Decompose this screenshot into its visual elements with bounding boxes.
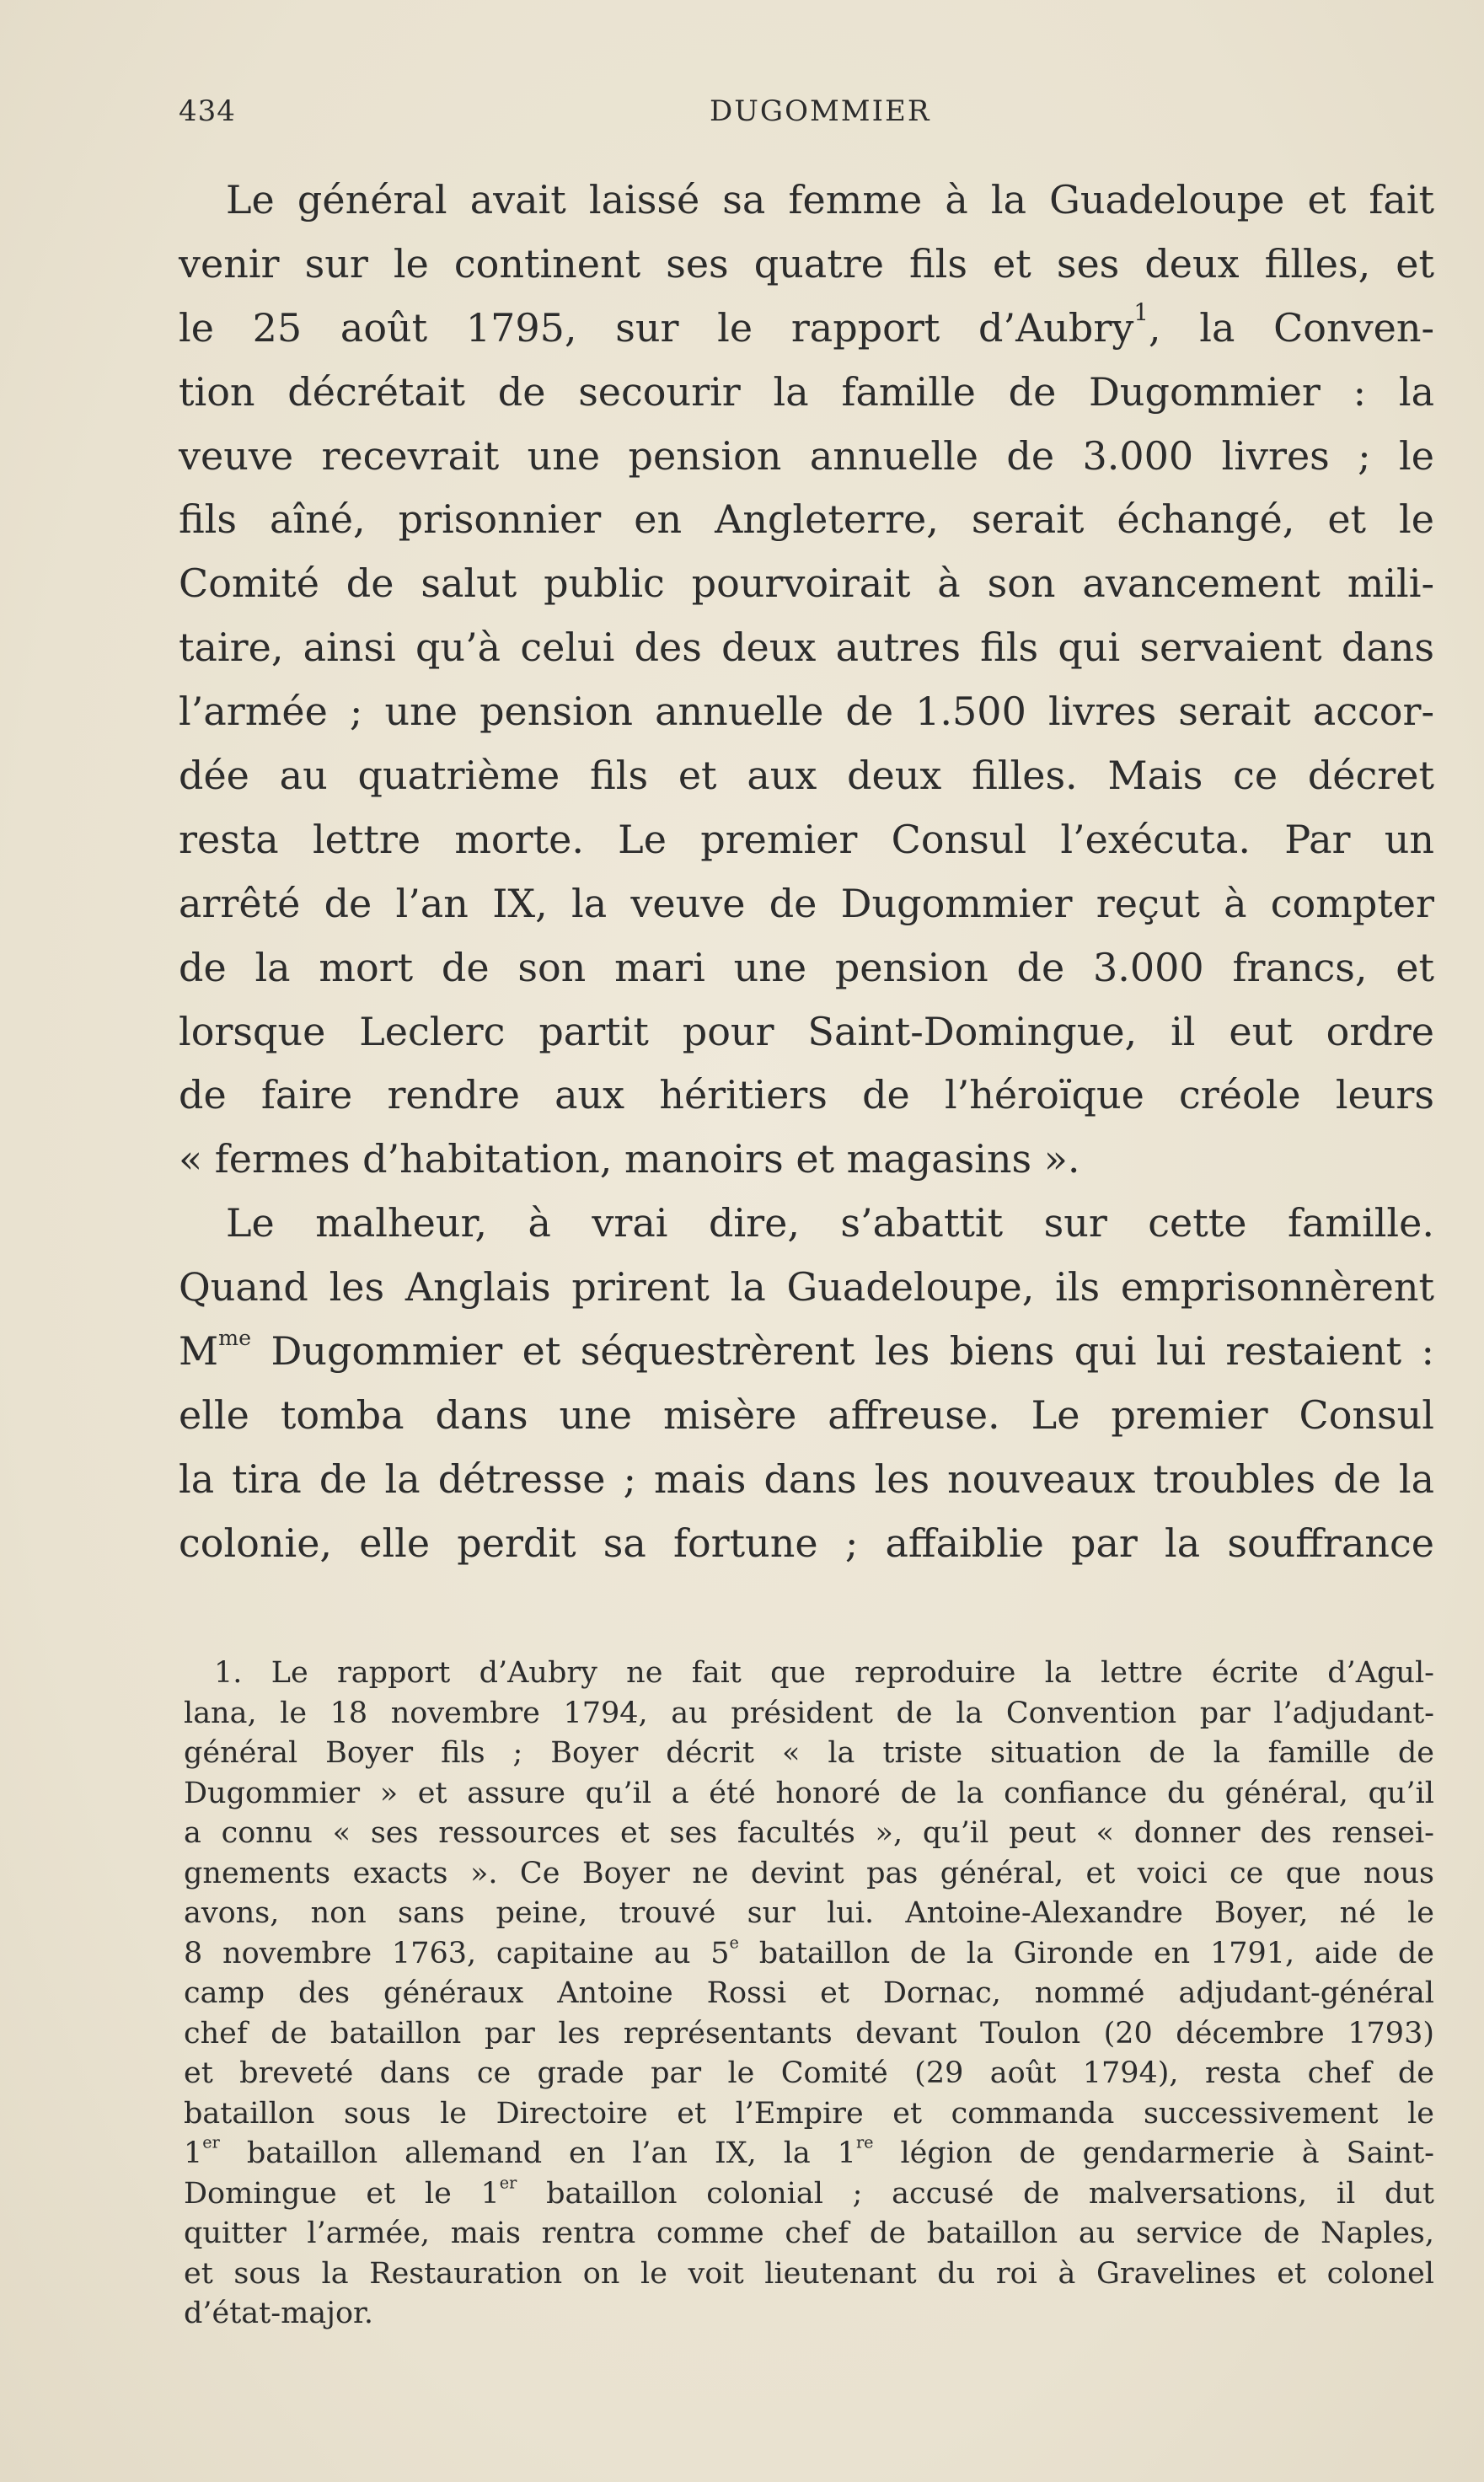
text-fragment: , la Conven-	[1148, 304, 1434, 351]
text-line: fils aîné, prisonnier en Angleterre, serait échangé, et le	[179, 496, 1434, 543]
text-line: l’armée ; une pension annuelle de 1.500 livres serait accor-	[179, 689, 1434, 735]
page-number: 434	[179, 94, 236, 128]
text-fragment: Domingue et le 1	[184, 2176, 500, 2211]
footnote-line: Dugommier » et assure qu’il a été honoré de la confiance du général, qu’il	[184, 1776, 1434, 1810]
footnote-line: lana, le 18 novembre 1794, au président de la Convention par l’adjudant-	[184, 1696, 1434, 1730]
footnote-line: d’état-major.	[184, 2297, 374, 2330]
footnote-line: gnements exacts ». Ce Boyer ne devint pas général, et voici ce que nous	[184, 1856, 1434, 1890]
superscript: me	[218, 1326, 252, 1351]
text-fragment: 8 novembre 1763, capitaine au 5	[184, 1936, 730, 1970]
text-line: venir sur le continent ses quatre fils et ses deux filles, et	[179, 240, 1434, 287]
superscript: er	[499, 2173, 517, 2193]
footnote-line	[184, 1934, 1434, 1975]
text-fragment: légion de gendarmerie à Saint-	[873, 2136, 1434, 2170]
text-fragment: bataillon de la Gironde en 1791, aide de	[738, 1936, 1434, 1970]
footnote-line: et breveté dans ce grade par le Comité (29 août 1794), resta chef de	[184, 2056, 1434, 2090]
footnote-line: quitter l’armée, mais rentra comme chef de bataillon au service de Naples,	[184, 2217, 1434, 2250]
text-line: de la mort de son mari une pension de 3.000 francs, et	[179, 944, 1434, 990]
text-line: « fermes d’habitation, manoirs et magasins ».	[179, 1136, 1080, 1182]
footnote-line: 1. Le rapport d’Aubry ne fait que reproduire la lettre écrite d’Agul-	[214, 1656, 1434, 1690]
footnote-line: camp des généraux Antoine Rossi et Dornac, nommé adjudant-général	[184, 1976, 1434, 2010]
text-fragment: le 25 août 1795, sur le rapport d’Aubry	[179, 304, 1134, 351]
page-header	[179, 94, 1443, 137]
text-line: tion décrétait de secourir la famille de Dugommier : la	[179, 368, 1434, 415]
superscript: er	[202, 2132, 220, 2152]
text-line: la tira de la détresse ; mais dans les nouveaux troubles de la	[179, 1455, 1434, 1502]
text-fragment: M	[179, 1328, 219, 1375]
body-text	[179, 169, 1434, 1576]
footnote-line: et sous la Restauration on le voit lieutenant du roi à Gravelines et colonel	[184, 2256, 1434, 2291]
footnote-line: bataillon sous le Directoire et l’Empire et commanda successivement le	[184, 2096, 1434, 2131]
text-line: lorsque Leclerc partit pour Saint-Domingue, il eut ordre	[179, 1008, 1434, 1054]
text-line: Le général avait laissé sa femme à la Guadeloupe et fait	[226, 177, 1434, 222]
footnote-line: a connu « ses ressources et ses facultés », qu’il peut « donner des rensei-	[184, 1816, 1434, 1850]
text-line: colonie, elle perdit sa fortune ; affaiblie par la souffrance	[179, 1520, 1434, 1566]
superscript: re	[855, 2132, 874, 2152]
text-line: taire, ainsi qu’à celui des deux autres fils qui servaient dans	[179, 625, 1434, 671]
text-line: de faire rendre aux héritiers de l’héroïque créole leurs	[179, 1072, 1434, 1118]
footnote-line	[184, 2174, 1434, 2215]
text-line: Quand les Anglais prirent la Guadeloupe, ils emprisonnèrent	[179, 1264, 1434, 1311]
text-line: arrêté de l’an IX, la veuve de Dugommier reçut à compter	[179, 880, 1434, 926]
superscript: e	[729, 1933, 739, 1953]
footnote-line	[184, 2134, 1434, 2174]
text-fragment: 1	[184, 2136, 203, 2170]
footnote	[184, 1654, 1434, 2335]
text-line: elle tomba dans une misère affreuse. Le premier Consul	[179, 1391, 1434, 1438]
text-line: veuve recevrait une pension annuelle de 3.000 livres ; le	[179, 432, 1434, 479]
text-fragment: bataillon colonial ; accusé de malversations, il dut	[517, 2176, 1434, 2211]
text-line	[179, 1320, 1434, 1384]
text-fragment: bataillon allemand en l’an IX, la 1	[219, 2136, 856, 2170]
text-line: resta lettre morte. Le premier Consul l’exécuta. Par un	[179, 816, 1434, 862]
footnote-line: chef de bataillon par les représentants devant Toulon (20 décembre 1793)	[184, 2016, 1434, 2050]
footnote-line: avons, non sans peine, trouvé sur lui. Antoine-Alexandre Boyer, né le	[184, 1896, 1434, 1930]
text-fragment: Dugommier et séquestrèrent les biens qui lui restaient :	[271, 1328, 1435, 1375]
footnote-reference[interactable]: 1	[1133, 298, 1149, 326]
text-line	[179, 297, 1434, 361]
text-line: Le malheur, à vrai dire, s’abattit sur cette famille.	[226, 1200, 1434, 1246]
text-line: Comité de salut public pourvoirait à son avancement mili-	[179, 560, 1434, 607]
running-head: DUGOMMIER	[710, 94, 931, 128]
footnote-line: général Boyer fils ; Boyer décrit « la triste situation de la famille de	[184, 1736, 1434, 1770]
text-line: dée au quatrième fils et aux deux filles. Mais ce décret	[179, 753, 1434, 799]
